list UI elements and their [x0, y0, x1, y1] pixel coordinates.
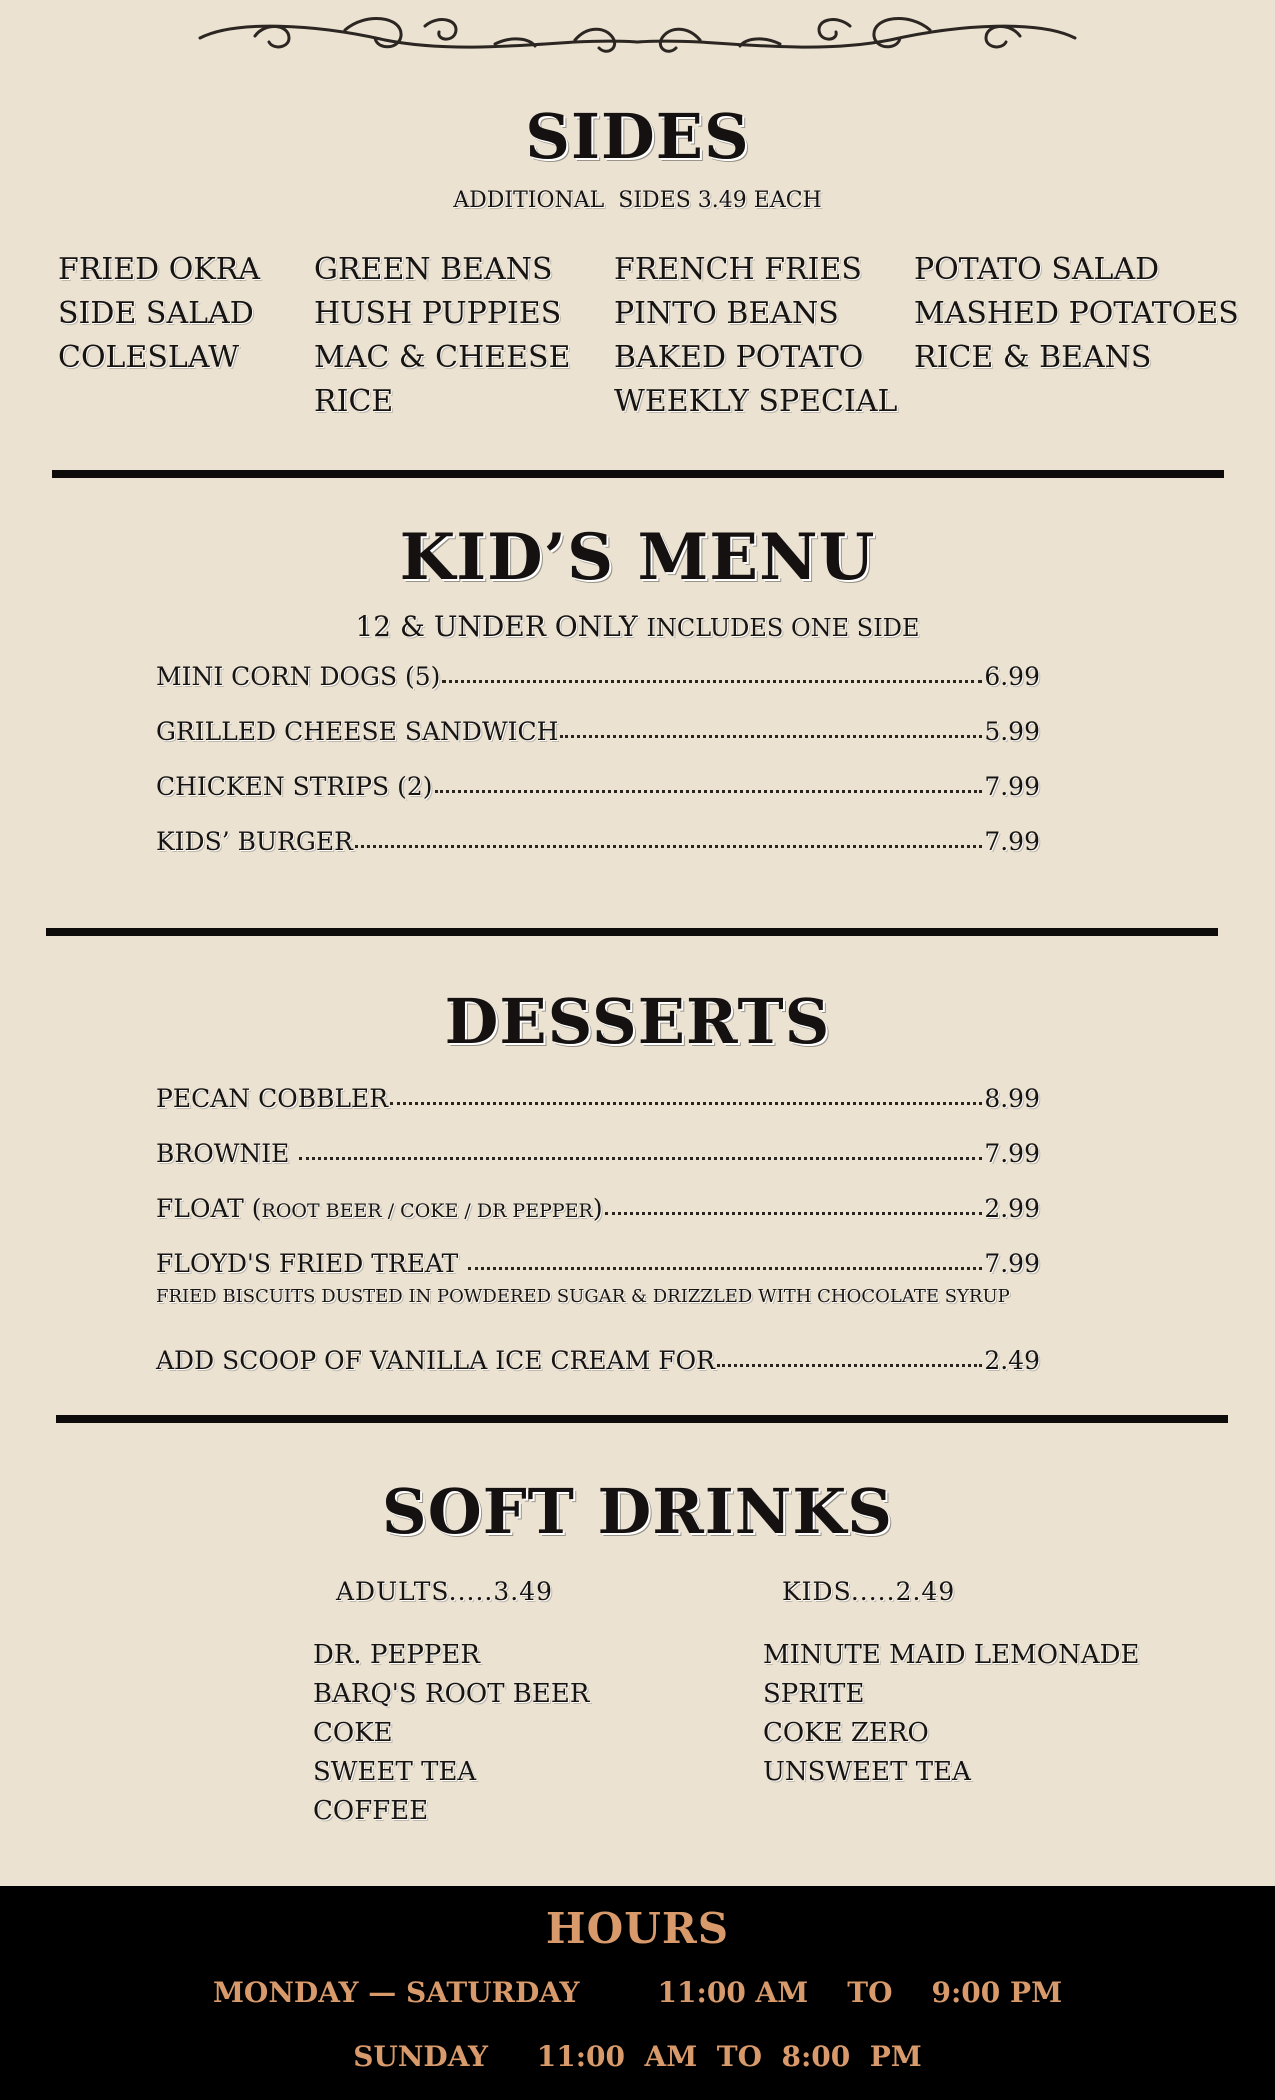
side-item: FRIED OKRA	[58, 252, 261, 287]
drink-item: COFFEE	[313, 1796, 429, 1826]
drink-item: SPRITE	[763, 1679, 865, 1709]
float-label: FLOAT (	[156, 1194, 262, 1223]
dot-leader	[299, 1137, 982, 1160]
menu-item-row	[156, 1139, 1040, 1175]
item-name: FLOYD'S FRIED TREAT	[156, 1249, 467, 1278]
dot-leader	[390, 1082, 982, 1105]
drink-item: UNSWEET TEA	[763, 1757, 971, 1787]
menu-item-row	[156, 772, 1040, 808]
sides-subtitle: ADDITIONAL SIDES 3.49 EACH	[453, 188, 822, 213]
side-item: RICE & BEANS	[914, 340, 1152, 375]
adults-drink-price: ADULTS.....3.49	[336, 1577, 554, 1606]
item-price: 7.99	[984, 1249, 1040, 1278]
side-item: HUSH PUPPIES	[314, 296, 562, 331]
dot-leader	[435, 770, 983, 793]
item-name: ADD SCOOP OF VANILLA ICE CREAM FOR	[156, 1346, 715, 1375]
item-name: PECAN COBBLER	[156, 1084, 389, 1113]
dot-leader	[717, 1344, 982, 1367]
side-item: POTATO SALAD	[914, 252, 1160, 287]
addon-row	[156, 1346, 1040, 1382]
side-item: WEEKLY SPECIAL	[614, 384, 898, 419]
ornamental-flourish-divider	[195, 10, 1080, 56]
drink-item: BARQ'S ROOT BEER	[313, 1679, 590, 1709]
item-price: 7.99	[984, 1139, 1040, 1168]
drink-item: MINUTE MAID LEMONADE	[763, 1640, 1140, 1670]
drink-item: COKE ZERO	[763, 1718, 929, 1748]
float-label-end: )	[592, 1194, 603, 1223]
item-price: 7.99	[984, 772, 1040, 801]
item-name: KIDS’ BURGER	[156, 827, 353, 856]
section-divider	[46, 928, 1218, 936]
dot-leader	[560, 715, 982, 738]
item-price: 7.99	[984, 827, 1040, 856]
side-item: COLESLAW	[58, 340, 240, 375]
item-name: MINI CORN DOGS (5)	[156, 662, 441, 691]
menu-item-row	[156, 717, 1040, 753]
menu-item-row	[156, 827, 1040, 863]
side-item: PINTO BEANS	[614, 296, 839, 331]
dot-leader	[468, 1247, 982, 1270]
item-price: 8.99	[984, 1084, 1040, 1113]
item-price: 2.99	[984, 1194, 1040, 1223]
menu-item-row	[156, 1249, 1040, 1285]
dot-leader	[442, 660, 982, 683]
sides-column-2	[314, 248, 570, 424]
float-flavors: ROOT BEER / COKE / DR PEPPER	[261, 1200, 593, 1222]
sides-column-4	[914, 248, 1239, 380]
drink-item: SWEET TEA	[313, 1757, 477, 1787]
sides-column-1	[58, 248, 260, 380]
drinks-list-right	[763, 1636, 1139, 1792]
item-price: 2.49	[984, 1346, 1040, 1375]
section-divider	[52, 470, 1224, 478]
kids-drink-price: KIDS.....2.49	[782, 1577, 956, 1606]
menu-item-row	[156, 1084, 1040, 1120]
drink-item: COKE	[313, 1718, 393, 1748]
side-item: MASHED POTATOES	[914, 296, 1239, 331]
kids-menu-subtitle	[0, 610, 1275, 643]
sides-heading: SIDES	[525, 100, 750, 173]
sunday-hours: SUNDAY 11:00 AM TO 8:00 PM	[353, 2040, 922, 2073]
kids-menu-heading: KID’S MENU	[399, 520, 876, 595]
item-name	[156, 1194, 603, 1223]
hours-heading: HOURS	[545, 1904, 730, 1953]
kids-includes-side: INCLUDES ONE SIDE	[646, 614, 920, 642]
dot-leader	[605, 1192, 983, 1215]
sides-column-3	[614, 248, 897, 424]
menu-item-row	[156, 662, 1040, 698]
side-item: FRENCH FRIES	[614, 252, 862, 287]
section-divider	[56, 1415, 1228, 1423]
item-price: 6.99	[984, 662, 1040, 691]
side-item: MAC & CHEESE	[314, 340, 571, 375]
side-item: GREEN BEANS	[314, 252, 553, 287]
kids-age-limit: 12 & UNDER ONLY	[355, 610, 647, 643]
item-description: FRIED BISCUITS DUSTED IN POWDERED SUGAR & DRIZZLED WITH CHOCOLATE SYRUP	[156, 1286, 1010, 1307]
item-name: CHICKEN STRIPS (2)	[156, 772, 433, 801]
drink-item: DR. PEPPER	[313, 1640, 480, 1670]
soft-drinks-heading: SOFT DRINKS	[381, 1475, 894, 1548]
item-name: GRILLED CHEESE SANDWICH	[156, 717, 559, 746]
weekday-hours: MONDAY — SATURDAY 11:00 AM TO 9:00 PM	[212, 1976, 1063, 2009]
side-item: SIDE SALAD	[58, 296, 254, 331]
dot-leader	[355, 825, 982, 848]
drinks-list-left	[313, 1636, 589, 1831]
item-name: BROWNIE	[156, 1139, 298, 1168]
side-item: BAKED POTATO	[614, 340, 864, 375]
item-price: 5.99	[984, 717, 1040, 746]
side-item: RICE	[314, 384, 394, 419]
menu-item-row	[156, 1194, 1040, 1230]
desserts-heading: DESSERTS	[444, 985, 831, 1058]
